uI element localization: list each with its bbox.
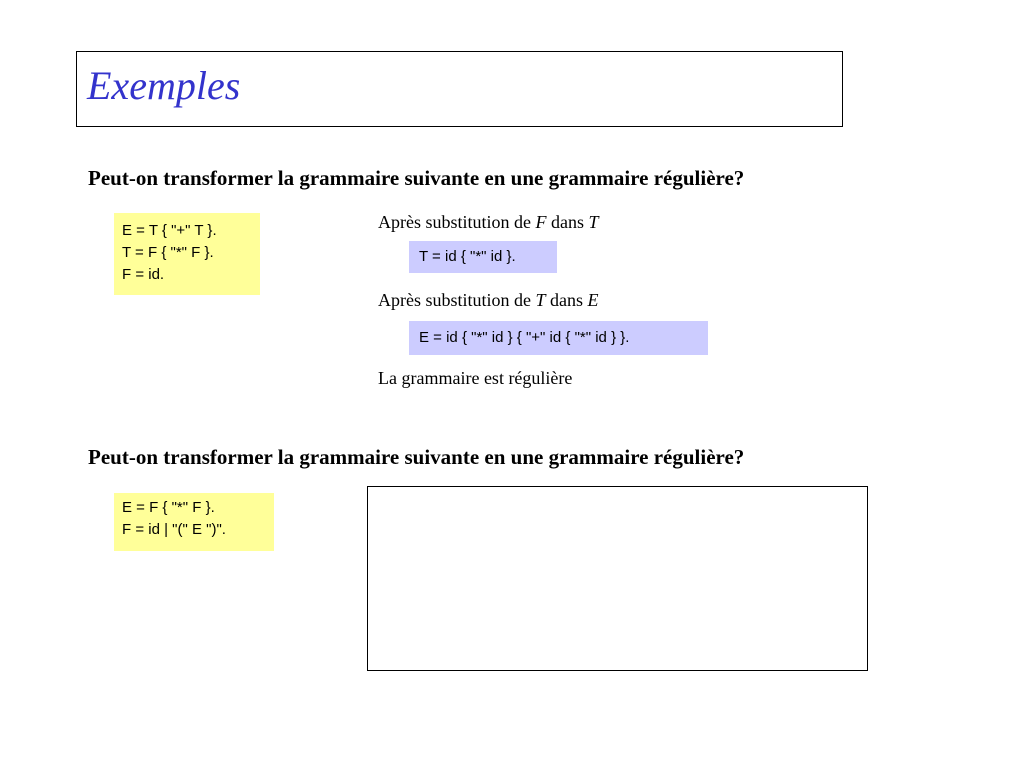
grammar-line: F = id | "(" E ")". [122,521,226,538]
step-prefix: Après substitution de [378,212,536,232]
step-var: F [535,212,547,232]
grammar-line: F = id. [122,266,165,283]
result-box-2: E = id { "*" id } { "+" id { "*" id } }. [409,321,708,355]
step-var: T [588,212,599,232]
step-prefix: Après substitution de [378,290,536,310]
grammar-line: E = F { "*" F }. [122,499,215,516]
grammar-box-2 [114,493,274,551]
question-2: Peut-on transformer la grammaire suivante en une grammaire régulière? [88,445,745,469]
step-label-1 [378,212,599,233]
step-middle: dans [545,290,588,310]
step-label-2 [378,290,599,311]
grammar-line: E = T { "+" T }. [122,222,217,239]
conclusion: La grammaire est régulière [378,368,573,388]
question-1: Peut-on transformer la grammaire suivante en une grammaire régulière? [88,166,745,190]
title-box [76,51,843,127]
page-title: Exemples [87,63,241,108]
answer-box [367,486,868,671]
grammar-line: T = F { "*" F }. [122,244,214,261]
step-middle: dans [546,212,589,232]
grammar-box-1 [114,213,260,295]
result-box-1: T = id { "*" id }. [409,241,557,273]
step-var: E [587,290,599,310]
step-var: T [535,290,546,310]
